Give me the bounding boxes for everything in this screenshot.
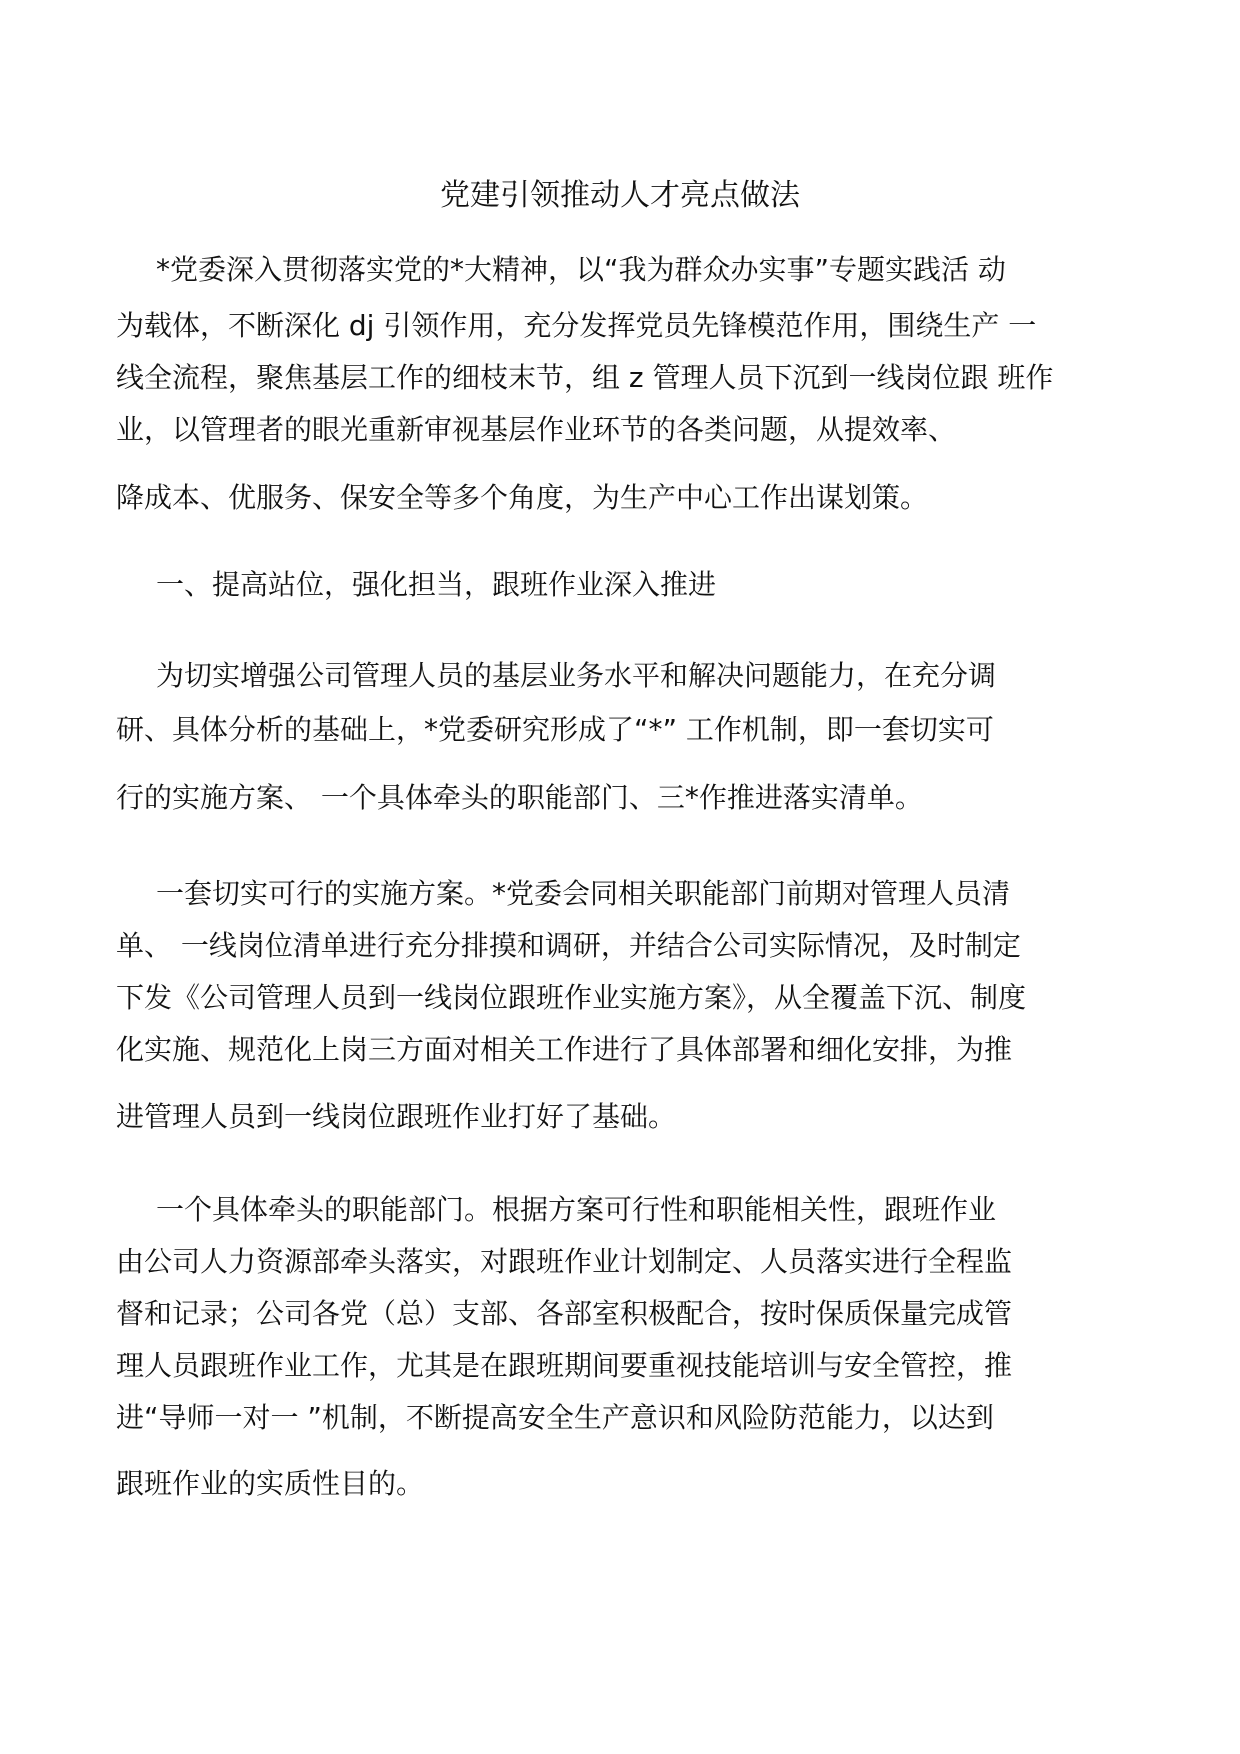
paragraph-1-line-4: 业，以管理者的眼光重新审视基层作业环节的各类问题，从提效率、 [116, 413, 957, 446]
paragraph-1-line-5: 降成本、优服务、保安全等多个角度，为生产中心工作出谋划策。 [116, 481, 929, 514]
paragraph-3-line-3: 下发《公司管理人员到一线岗位跟班作业实施方案》，从全覆盖下沉、制度 [116, 981, 1027, 1014]
paragraph-3-line-5: 进管理人员到一线岗位跟班作业打好了基础。 [116, 1100, 677, 1133]
paragraph-4-line-5: 进“导师一对一 ”机制，不断提高安全生产意识和风险防范能力，以达到 [116, 1401, 994, 1434]
paragraph-3-line-2: 单、 一线岗位清单进行充分排摸和调研，并结合公司实际情况，及时制定 [116, 929, 1021, 962]
document-title: 党建引领推动人才亮点做法 [440, 178, 800, 213]
paragraph-4-line-2: 由公司人力资源部牵头落实，对跟班作业计划制定、人员落实进行全程监 [116, 1245, 1013, 1278]
paragraph-1-line-2: 为载体，不断深化 dj 引领作用，充分发挥党员先锋模范作用，围绕生产 一 [116, 309, 1037, 342]
paragraph-4-line-6: 跟班作业的实质性目的。 [116, 1467, 425, 1500]
paragraph-2-line-2: 研、具体分析的基础上，*党委研究形成了“*” 工作机制，即一套切实可 [116, 713, 994, 746]
paragraph-4-line-1: 一个具体牵头的职能部门。根据方案可行性和职能相关性，跟班作业 [156, 1193, 997, 1226]
paragraph-2-line-3: 行的实施方案、 一个具体牵头的职能部门、三*作推进落实清单。 [116, 781, 923, 814]
paragraph-4-line-3: 督和记录；公司各党（总）支部、各部室积极配合，按时保质保量完成管 [116, 1297, 1013, 1330]
paragraph-3-line-4: 化实施、规范化上岗三方面对相关工作进行了具体部署和细化安排，为推 [116, 1033, 1013, 1066]
section-heading-1: 一、提高站位，强化担当，跟班作业深入推进 [156, 568, 717, 601]
paragraph-2-line-1: 为切实增强公司管理人员的基层业务水平和解决问题能力，在充分调 [156, 659, 997, 692]
paragraph-4-line-4: 理人员跟班作业工作，尤其是在跟班期间要重视技能培训与安全管控，推 [116, 1349, 1013, 1382]
paragraph-3-line-1: 一套切实可行的实施方案。*党委会同相关职能部门前期对管理人员清 [156, 877, 1011, 910]
paragraph-1-line-1: *党委深入贯彻落实党的*大精神，以“我为群众办实事”专题实践活 动 [156, 253, 1006, 286]
paragraph-1-line-3: 线全流程，聚焦基层工作的细枝末节，组 z 管理人员下沉到一线岗位跟 班作 [116, 361, 1054, 394]
